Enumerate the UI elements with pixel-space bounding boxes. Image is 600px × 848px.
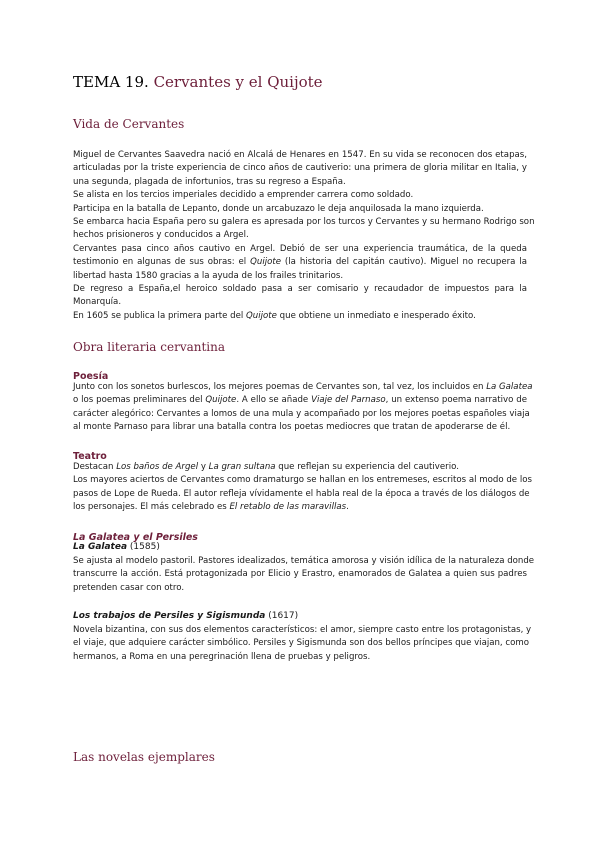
text-line [73,555,535,568]
text-segment: el viaje, que adquiere carácter simbólico. Persiles y Sigismunda son dos bellos príncipes que viajan, como [73,638,530,649]
emphasis-text: La gran sultana [208,462,276,472]
text-segment: Se embarca hacia España pero su galera es apresada por los turcos y Cervantes y su hermano Rodrigo son [73,216,535,227]
persiles-title: Los trabajos de Persiles y Sigismunda [73,611,266,621]
emphasis-text: La Galatea [486,382,533,392]
emphasis-text: Quijote [205,395,237,406]
text-segment: Participa en la batalla de Lepanto, donde un arcabuzazo le deja anquilosada la mano izquierda. [73,203,484,214]
galatea-year: (1585) [127,542,160,552]
page-title [73,73,323,91]
text-segment: hermanos, a Roma en una peregrinación llena de pruebas y peligros. [73,651,371,662]
text-line [73,637,530,650]
text-line [73,270,527,283]
persiles-subtitle [73,610,527,623]
text-segment: que reflejan su experiencia del cautiverio. [275,462,459,472]
galatea-subtitle [73,541,527,554]
emphasis-text: Los baños de Argel [116,462,199,472]
text-segment: que obtiene un inmediato e inesperado éxito. [276,310,476,321]
title-prefix: TEMA 19. [73,73,149,91]
text-line [73,256,527,269]
text-line [73,310,527,323]
vida-paragraph [73,149,535,323]
emphasis-text: Viaje del Parnaso [311,395,386,406]
section-heading-obra: Obra literaria cervantina [73,340,226,354]
text-segment: Miguel de Cervantes Saavedra nació en Alcalá de Henares en 1547. En su vida se reconocen dos etapas, [73,150,527,160]
text-segment: Novela bizantina, con sus dos elementos característicos: el amor, siempre casto entre los protagonistas, y [73,625,532,635]
text-line [73,421,527,434]
text-line [73,381,533,394]
text-segment: pretenden casar con otro. [73,582,185,593]
text-line [73,624,532,637]
text-segment: Los mayores aciertos de Cervantes como dramaturgo se hallan en los entremeses, escritos al modo de los [73,475,532,486]
text-segment: (la historia del capitán cautivo). Miguel no recupera la [281,257,528,268]
galatea-title: La Galatea [73,542,128,552]
text-segment: hechos prisioneros y conducidos a Argel. [73,230,249,241]
text-segment: al monte Parnaso para librar una batalla contra los poetas mediocres que tratan de apoderarse de él. [73,422,511,433]
text-line [73,296,527,309]
emphasis-text: El retablo de las maravillas [229,502,347,513]
subsection-heading-poesia: Poesía [73,371,109,382]
text-segment: , un extenso poema narrativo de [385,395,528,406]
subsection-heading-galatea-persiles: La Galatea y el Persiles [73,532,198,543]
text-line [73,394,527,407]
text-segment: Junto con los sonetos burlescos, los mejores poemas de Cervantes son, tal vez, los incluidos en [73,382,487,392]
galatea-paragraph [73,555,535,595]
text-line [73,162,527,175]
subsection-heading-teatro: Teatro [73,451,107,462]
text-line [73,243,527,256]
title-main: Cervantes y el Quijote [153,73,323,91]
text-segment: los personajes. El más celebrado es [73,502,230,513]
text-segment: testimonio en algunas de sus obras: el [73,257,251,268]
text-line [73,408,530,421]
text-line [73,216,535,229]
teatro-paragraph [73,461,532,515]
text-line [73,488,530,501]
text-segment: Monarquía. [73,297,122,308]
text-segment: una segunda, plagada de infortunios, tras su regreso a España. [73,176,346,187]
text-line [73,501,527,514]
text-line [73,651,527,664]
text-segment: Se ajusta al modelo pastoril. Pastores idealizados, temática amorosa y visión idílica de la naturaleza donde [73,556,535,566]
text-segment: pasos de Lope de Rueda. El autor refleja vívidamente el habla real de la época a través de los diálogos de [73,488,530,499]
persiles-year: (1617) [265,611,299,621]
text-line [73,461,527,474]
text-segment: y [198,462,209,472]
section-heading-novelas: Las novelas ejemplares [73,750,215,764]
section-heading-vida: Vida de Cervantes [73,117,185,131]
text-segment: transcurre la acción. Está protagonizada por Elicio y Erastro, enamorados de Galatea a quien sus padres [73,569,527,580]
text-line [73,189,527,202]
text-segment: Cervantes pasa cinco años cautivo en Argel. Debió de ser una experiencia traumática, de la queda [73,243,527,254]
text-segment: articuladas por la triste experiencia de cinco años de cautiverio: una primera de gloria militar en Italia, y [73,163,527,174]
text-line [73,582,527,595]
text-line [73,568,527,581]
text-line [73,203,527,216]
text-segment: o los poemas preliminares del [73,395,206,406]
text-line [73,229,527,242]
text-line [73,149,527,162]
text-segment: . [346,502,349,513]
text-segment: carácter alegórico: Cervantes a lomos de una mula y acompañado por los mejores poetas españoles viaja [73,408,530,419]
text-line [73,176,527,189]
text-segment: Se alista en los tercios imperiales decidido a emprender carrera como soldado. [73,190,414,201]
text-segment: Destacan [73,462,117,472]
text-segment: . A ello se añade [236,395,312,406]
poesia-paragraph [73,381,533,435]
text-line [73,474,532,487]
emphasis-text: Quijote [246,310,277,321]
persiles-paragraph [73,624,532,664]
text-segment: De regreso a España,el heroico soldado pasa a ser comisario y recaudador de impuestos para la [73,283,527,294]
emphasis-text: Quijote [250,257,282,268]
text-segment: libertad hasta 1580 gracias a la ayuda de los frailes trinitarios. [73,270,344,281]
text-segment: En 1605 se publica la primera parte del [73,310,247,321]
text-line [73,283,527,296]
